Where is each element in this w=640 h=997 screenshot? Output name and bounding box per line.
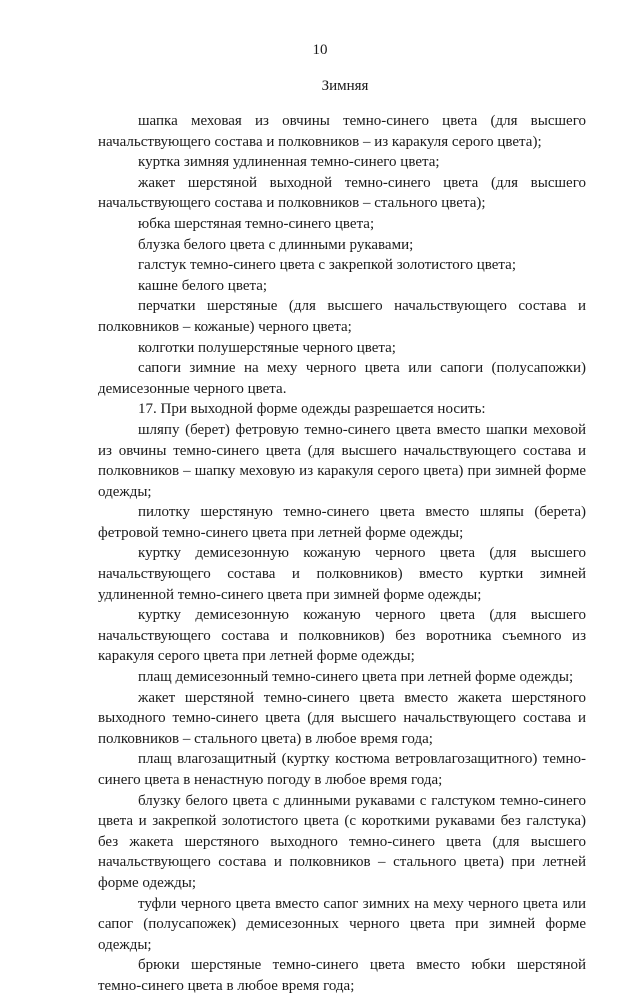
paragraph: шляпу (берет) фетровую темно-синего цвета вместо шапки меховой из овчины темно-синего цвета (для высшего начальствующего состава и полковников – шапку меховую из каракуля серого цвета) при зимней форме одежды; [98, 421, 586, 500]
paragraph: перчатки шерстяные (для высшего начальствующего состава и полковников – кожаные) черного цвета; [98, 298, 586, 335]
paragraph-section-heading: 17. При выходной форме одежды разрешается носить: [138, 401, 486, 418]
paragraph: блузку белого цвета с длинными рукавами с галстуком темно-синего цвета и закрепкой золотистого цвета (с короткими рукавами без галстука) без жакета шерстяного выходного темно-синего цвета (для высшего начальствующего состава и полковников – стального цвета) при летней форме одежды; [98, 792, 586, 891]
paragraph: сапоги зимние на меху черного цвета или сапоги (полусапожки) демисезонные черного цвета. [98, 360, 586, 397]
paragraph: плащ демисезонный темно-синего цвета при летней форме одежды; [138, 669, 574, 686]
paragraph: колготки полушерстяные черного цвета; [138, 339, 396, 356]
paragraph: жакет шерстяной темно-синего цвета вместо жакета шерстяного выходного темно-синего цвета (для высшего начальствующего состава и полковников – стального цвета) в любое время года; [98, 689, 586, 747]
paragraph: куртку демисезонную кожаную черного цвета (для высшего начальствующего состава и полковников) вместо куртки зимней удлиненной темно-синего цвета при зимней форме одежды; [98, 545, 586, 603]
paragraph: плащ влагозащитный (куртку костюма ветровлагозащитного) темно-синего цвета в ненастную погоду в любое время года; [98, 751, 586, 788]
section-title: Зимняя [321, 78, 369, 94]
paragraph: куртку демисезонную кожаную черного цвета (для высшего начальствующего состава и полковников) без воротника съемного из каракуля серого цвета при летней форме одежды; [98, 607, 586, 665]
paragraph: кашне белого цвета; [138, 277, 268, 294]
page-number: 10 [312, 42, 328, 58]
paragraph: шапка меховая из овчины темно-синего цвета (для высшего начальствующего состава и полковников – из каракуля серого цвета); [98, 113, 586, 150]
paragraph: жакет шерстяной выходной темно-синего цвета (для высшего начальствующего состава и полковников – стального цвета); [98, 174, 586, 212]
paragraph: брюки шерстяные темно-синего цвета вместо юбки шерстяной темно-синего цвета в любое время года; [98, 957, 586, 994]
paragraph: пилотку шерстяную темно-синего цвета вместо шляпы (берета) фетровой темно-синего цвета при летней форме одежды; [98, 504, 586, 541]
paragraph: куртка зимняя удлиненная темно-синего цвета; [138, 154, 440, 171]
paragraph: юбка шерстяная темно-синего цвета; [138, 215, 375, 232]
document-body [98, 111, 586, 997]
paragraph: туфли черного цвета вместо сапог зимних на меху черного цвета или сапог (полусапожек) демисезонных черного цвета при зимней форме одежды; [98, 895, 586, 953]
paragraph: галстук темно-синего цвета с закрепкой золотистого цвета; [138, 257, 516, 274]
paragraph: блузка белого цвета с длинными рукавами; [138, 236, 414, 253]
